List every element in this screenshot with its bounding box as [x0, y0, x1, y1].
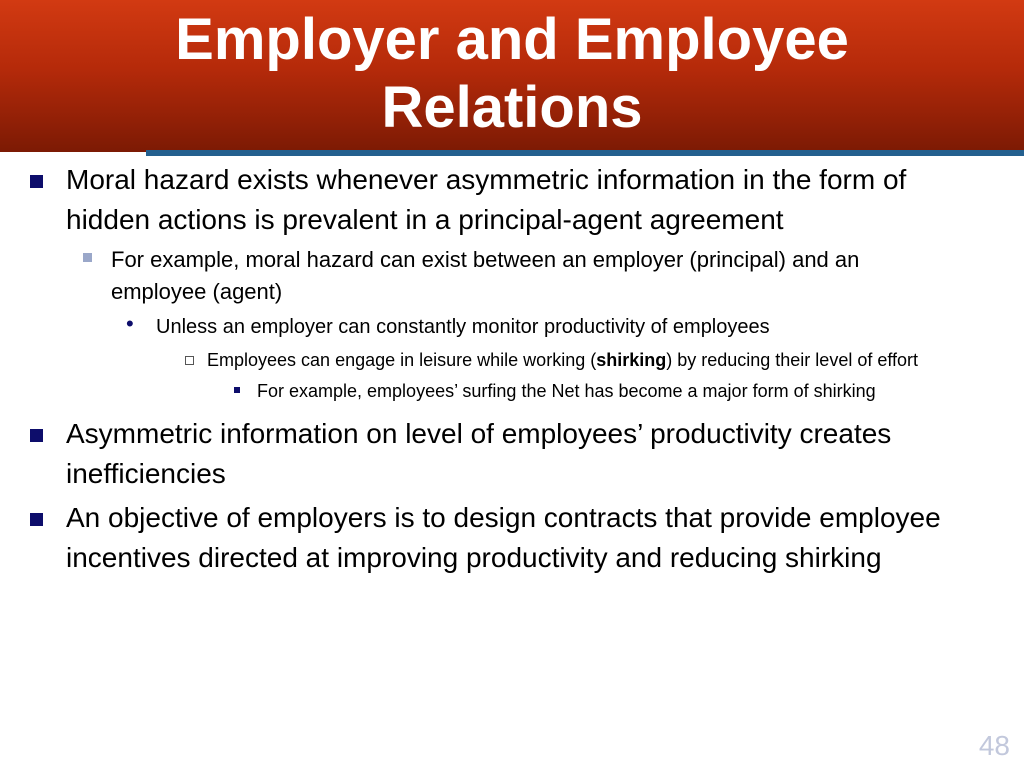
bullet-text-bold: shirking — [596, 350, 667, 370]
sub-bullet-example — [111, 244, 954, 308]
bullet-text: Moral hazard exists whenever asymmetric information in the form of hidden actions is prevalent in a principal-agent agreement — [66, 164, 907, 235]
title-underline-rule — [146, 150, 1024, 156]
square-bullet-icon — [30, 175, 43, 188]
sub-bullet-monitor — [126, 311, 964, 342]
slide-title — [0, 6, 1024, 142]
bullet-contracts — [66, 498, 984, 578]
bullet-text-after: ) by reducing their level of effort — [666, 350, 919, 370]
small-square-bullet-icon — [234, 387, 240, 393]
title-line-2: Relations — [381, 75, 643, 140]
bullet-text: For example, employees’ surfing the Net has become a major form of shirking — [257, 381, 876, 401]
bullet-text: Unless an employer can constantly monitor productivity of employees — [156, 316, 770, 338]
square-bullet-icon — [30, 429, 43, 442]
title-line-1: Employer and Employee — [175, 7, 849, 72]
hollow-square-bullet-icon — [185, 356, 194, 365]
page-number: 48 — [978, 730, 1010, 761]
bullet-inefficiencies — [66, 414, 984, 494]
sub-bullet-surfing — [257, 378, 964, 404]
bullet-moral-hazard — [66, 160, 984, 240]
dot-bullet-icon: • — [126, 311, 134, 336]
square-bullet-icon — [83, 253, 92, 262]
bullet-text: Asymmetric information on level of employees’ productivity creates inefficiencies — [66, 418, 892, 489]
bullet-text-before: Employees can engage in leisure while working ( — [207, 350, 597, 370]
square-bullet-icon — [30, 513, 43, 526]
bullet-text: For example, moral hazard can exist between an employer (principal) and an employee (agent) — [111, 247, 860, 304]
bullet-list — [0, 160, 1024, 582]
bullet-text: An objective of employers is to design contracts that provide employee incentives directed at improving productivity and reducing shirking — [66, 502, 941, 573]
sub-bullet-shirking — [207, 347, 976, 373]
